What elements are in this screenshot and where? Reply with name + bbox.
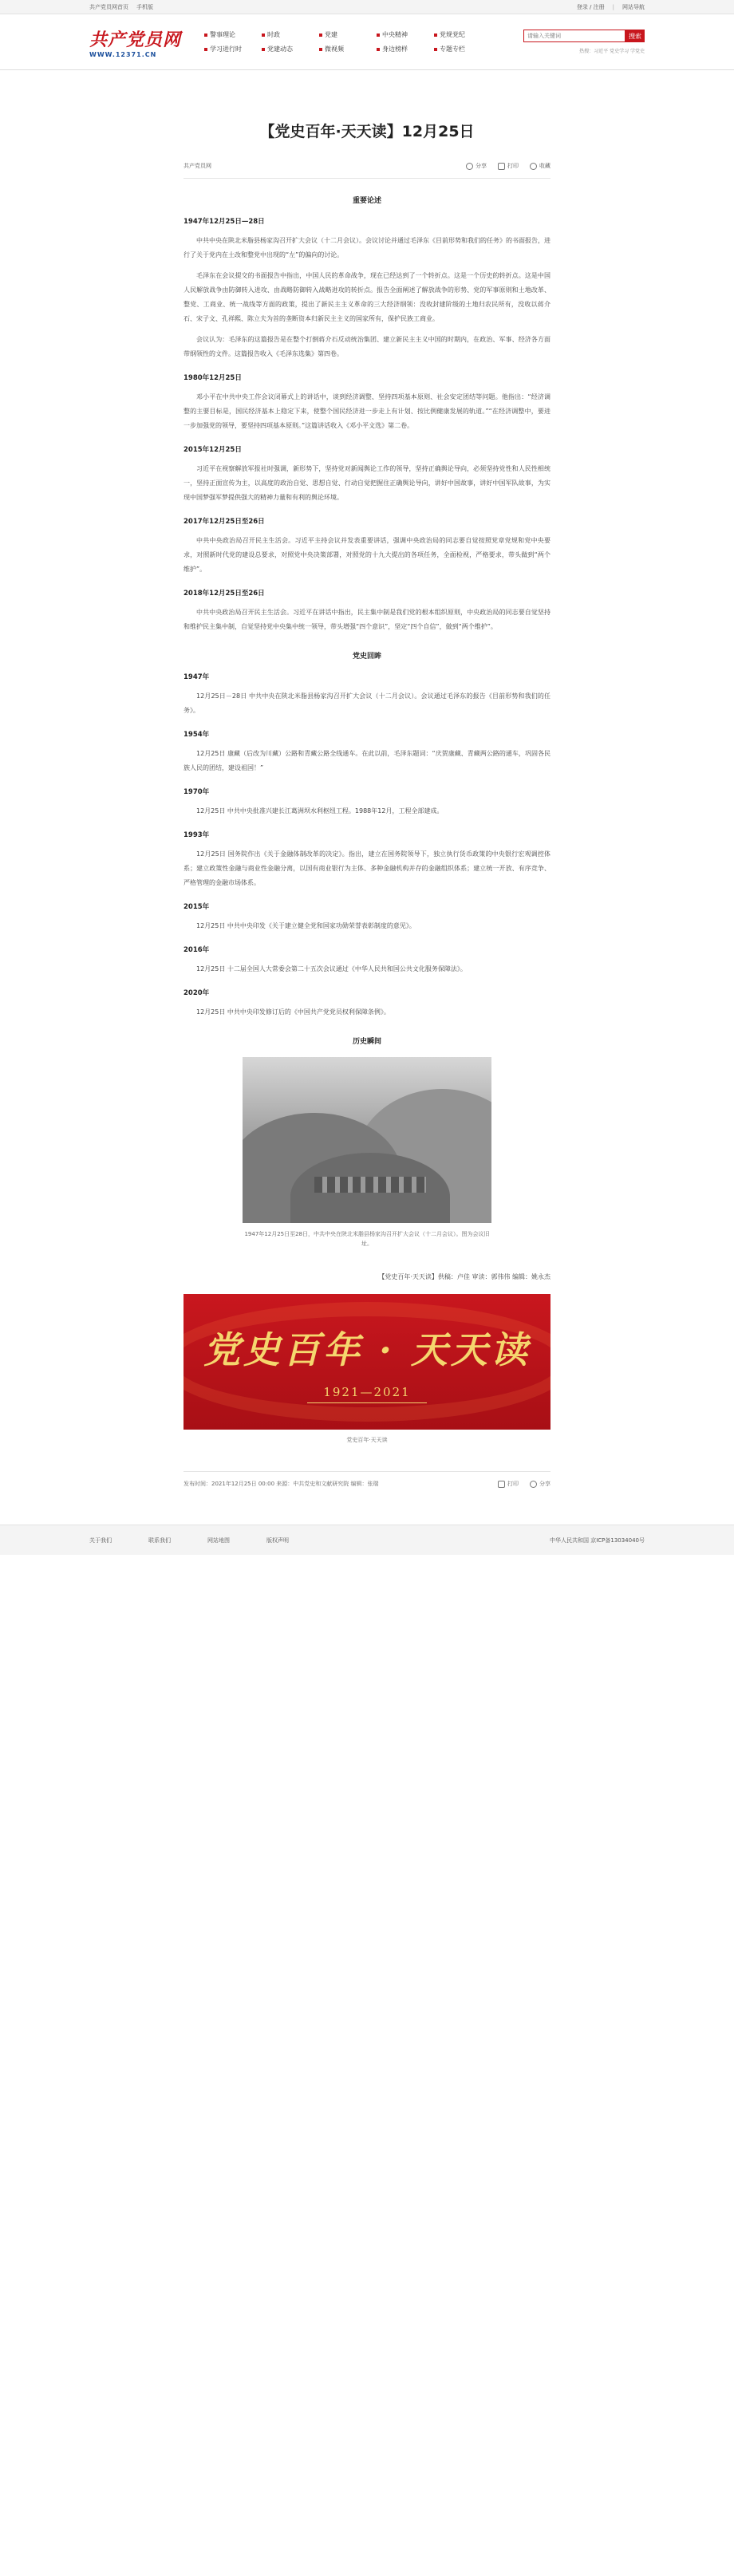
site-footer (0, 1525, 734, 1555)
banner-caption: 党史百年·天天读 (346, 1437, 388, 1443)
paragraph: 习近平在视察解放军报社时强调，新形势下，坚持党对新闻舆论工作的领导，坚持正确舆论导向，必须坚持党性和人民性相统一，坚持正面宣传为主，以高度的政治自觉、思想自觉、行动自觉把握住正确舆论导向，讲好中国故事，讲好中国军队故事，为实现中国梦强军梦提供强大的精神力量和有利的舆论环境。 (184, 465, 550, 501)
article-title: 【党史百年·天天读】12月25日 (259, 123, 475, 140)
paragraph: 邓小平在中共中央工作会议闭幕式上的讲话中，谈到经济调整、坚持四项基本原则、社会安定团结等问题。他指出：“经济调整的主要目标是，国民经济基本上稳定下来，使整个国民经济进一步走上有计划、按比例健康发展的轨道。”“在经济调整中，要进一步加强党的领导，要坚持四项基本原则。”这篇讲话收入《邓小平文选》第二卷。 (184, 393, 550, 429)
site-nav-link[interactable]: 网站导航 (622, 3, 645, 10)
nav-item[interactable]: 党建动态 (262, 45, 319, 53)
logo-url: WWW.12371.CN (89, 50, 157, 58)
review-year: 1970年 (184, 788, 210, 796)
event-date: 1980年12月25日 (184, 374, 242, 382)
review-year: 1993年 (184, 831, 210, 839)
site-header (0, 14, 734, 70)
review-text: 12月25日 康藏（后改为川藏）公路和青藏公路全线通车。在此以前，毛泽东题词：“庆贺康藏、青藏两公路的通车，巩固各民族人民的团结，建设祖国！” (184, 750, 550, 771)
nav-item[interactable]: 中央精神 (377, 30, 434, 39)
share-icon (530, 1481, 537, 1488)
search-area (523, 30, 645, 54)
share-icon (466, 163, 473, 170)
top-utility-bar (0, 0, 734, 14)
star-icon (530, 163, 537, 170)
bullet-icon (434, 34, 437, 37)
paragraph: 中共中央政治局召开民主生活会。习近平在讲话中指出，民主集中制是我们党的根本组织原则，中央政治局的同志要自觉坚持和维护民主集中制，自觉坚持党中央集中统一领导，带头增强“四个意识”，坚定“四个自信”，做到“两个维护”。 (184, 609, 550, 630)
review-year: 1947年 (184, 673, 210, 681)
paragraph: 毛泽东在会议提交的书面报告中指出，中国人民的革命战争，现在已经达到了一个转折点。这是一个历史的转折点。这是中国人民解放战争由防御转入进攻、由战略防御转入战略进攻的转折点。报告全面阐述了解放战争的形势、党的军事原则和土地改革、整党、工商业、统一战线等方面的政策，提出了新民主主义革命的三大经济纲领：没收封建阶级的土地归农民所有，没收以蒋介石、宋子文、孔祥熙、陈立夫为首的垄断资本归新民主主义的国家所有，保护民族工商业。 (184, 272, 550, 322)
article (184, 70, 550, 1488)
print-icon (498, 163, 505, 170)
review-text: 12月25日 中共中央批准兴建长江葛洲坝水利枢纽工程。1988年12月，工程全部建成。 (196, 807, 444, 815)
print-button[interactable]: 打印 (498, 162, 519, 170)
site-logo[interactable] (89, 22, 184, 62)
credits: 【党史百年·天天读】供稿：卢佳 审读：郭伟伟 编辑：姚永杰 (378, 1273, 550, 1280)
bullet-icon (319, 48, 322, 51)
bullet-icon (377, 48, 380, 51)
footer-link-copyright[interactable]: 版权声明 (266, 1537, 289, 1544)
column-banner (184, 1294, 550, 1430)
review-text: 12月25日 中共中央印发修订后的《中国共产党党员权利保障条例》。 (196, 1008, 390, 1016)
review-year: 2020年 (184, 989, 210, 997)
footer-link-contact[interactable]: 联系我们 (148, 1537, 171, 1544)
event-date: 2017年12月25日至26日 (184, 518, 265, 526)
nav-item[interactable]: 警事理论 (204, 30, 262, 39)
review-text: 12月25日 国务院作出《关于金融体制改革的决定》。指出，建立在国务院领导下，独立执行货币政策的中央银行宏观调控体系；建立政策性金融与商业性金融分离，以国有商业银行为主体、多种金融机构并存的金融组织体系；建立统一开放、有序竞争、严格管理的金融市场体系。 (184, 850, 550, 886)
bullet-icon (434, 48, 437, 51)
photo-caption: 1947年12月25日至28日，中共中央在陕北米脂县杨家沟召开扩大会议（十二月会议）。图为会议旧址。 (244, 1231, 490, 1247)
bullet-icon (319, 34, 322, 37)
favorite-button[interactable]: 收藏 (530, 162, 550, 170)
nav-item[interactable]: 学习进行时 (204, 45, 262, 53)
paragraph: 中共中央政治局召开民主生活会。习近平主持会议并发表重要讲话，强调中央政治局的同志要自觉按照党章党规和党中央要求，对照新时代党的建设总要求，对照党中央决策部署，对照党的十九大提出的各项任务，全面检视，严格要求，带头做到“两个维护”。 (184, 537, 550, 573)
bullet-icon (204, 34, 207, 37)
banner-title: 党史百年 · 天天读 (203, 1327, 531, 1371)
review-text: 12月25日－28日 中共中央在陕北米脂县杨家沟召开扩大会议（十二月会议）。会议通过毛泽东的报告《目前形势和我们的任务》。 (184, 692, 550, 714)
footer-icp: 中华人民共和国 京ICP备13034040号 (549, 1537, 645, 1544)
nav-item[interactable]: 身边榜样 (377, 45, 434, 53)
bullet-icon (262, 48, 265, 51)
event-date: 2018年12月25日至26日 (184, 590, 265, 598)
event-date: 2015年12月25日 (184, 446, 242, 454)
footer-link-sitemap[interactable]: 网站地图 (207, 1537, 230, 1544)
footer-link-about[interactable]: 关于我们 (89, 1537, 112, 1544)
print-button[interactable]: 打印 (498, 1480, 519, 1488)
historical-photo-figure (243, 1057, 491, 1249)
publish-info: 发布时间：2021年12月25日 00:00 来源：中共党史和文献研究院 编辑：张瑞 (184, 1481, 379, 1487)
bullet-icon (377, 34, 380, 37)
print-icon (498, 1481, 505, 1488)
article-source: 共产党员网 (184, 163, 211, 169)
hot-search: 热搜：习近平 党史学习 学党史 (579, 49, 645, 54)
historical-photo (243, 1057, 491, 1223)
article-meta (184, 162, 550, 179)
nav-item[interactable]: 微视频 (319, 45, 377, 53)
home-link[interactable]: 共产党员网首页 (89, 3, 128, 10)
article-footer-meta (184, 1471, 550, 1488)
bullet-icon (204, 48, 207, 51)
review-year: 2015年 (184, 903, 210, 911)
separator: | (612, 3, 614, 10)
banner-divider (307, 1402, 427, 1403)
logo-text: 共产党员网 (89, 29, 182, 50)
section-heading: 重要论述 (352, 197, 381, 205)
section-heading: 历史瞬间 (352, 1038, 381, 1046)
search-button[interactable]: 搜索 (625, 30, 645, 42)
review-text: 12月25日 中共中央印发《关于建立健全党和国家功勋荣誉表彰制度的意见》。 (196, 922, 416, 929)
search-input[interactable] (523, 30, 625, 42)
section-heading: 党史回眸 (352, 653, 381, 661)
login-link[interactable]: 登录 / 注册 (576, 3, 605, 10)
bullet-icon (262, 34, 265, 37)
nav-item[interactable]: 时政 (262, 30, 319, 39)
share-button[interactable]: 分享 (466, 162, 487, 170)
nav-item[interactable]: 专题专栏 (434, 45, 491, 53)
paragraph: 会议认为：毛泽东的这篇报告是在整个打倒蒋介石反动统治集团、建立新民主主义中国的时期内，在政治、军事、经济各方面带纲领性的文件。这篇报告收入《毛泽东选集》第四卷。 (184, 336, 550, 357)
event-date: 1947年12月25日—28日 (184, 218, 265, 226)
share-button[interactable]: 分享 (530, 1480, 550, 1488)
nav-item[interactable]: 党建 (319, 30, 377, 39)
review-text: 12月25日 十二届全国人大常委会第二十五次会议通过《中华人民共和国公共文化服务保障法》。 (196, 965, 467, 972)
mobile-link[interactable]: 手机版 (136, 3, 153, 10)
banner-years: 1921—2021 (323, 1384, 411, 1399)
review-year: 1954年 (184, 731, 210, 739)
main-nav (204, 30, 491, 53)
nav-item[interactable]: 党规党纪 (434, 30, 491, 39)
paragraph: 中共中央在陕北米脂县杨家沟召开扩大会议（十二月会议）。会议讨论并通过毛泽东《目前形势和我们的任务》的书面报告，进行了关于党内在土改和整党中出现的“左”的偏向的讨论。 (184, 237, 550, 258)
review-year: 2016年 (184, 946, 210, 954)
